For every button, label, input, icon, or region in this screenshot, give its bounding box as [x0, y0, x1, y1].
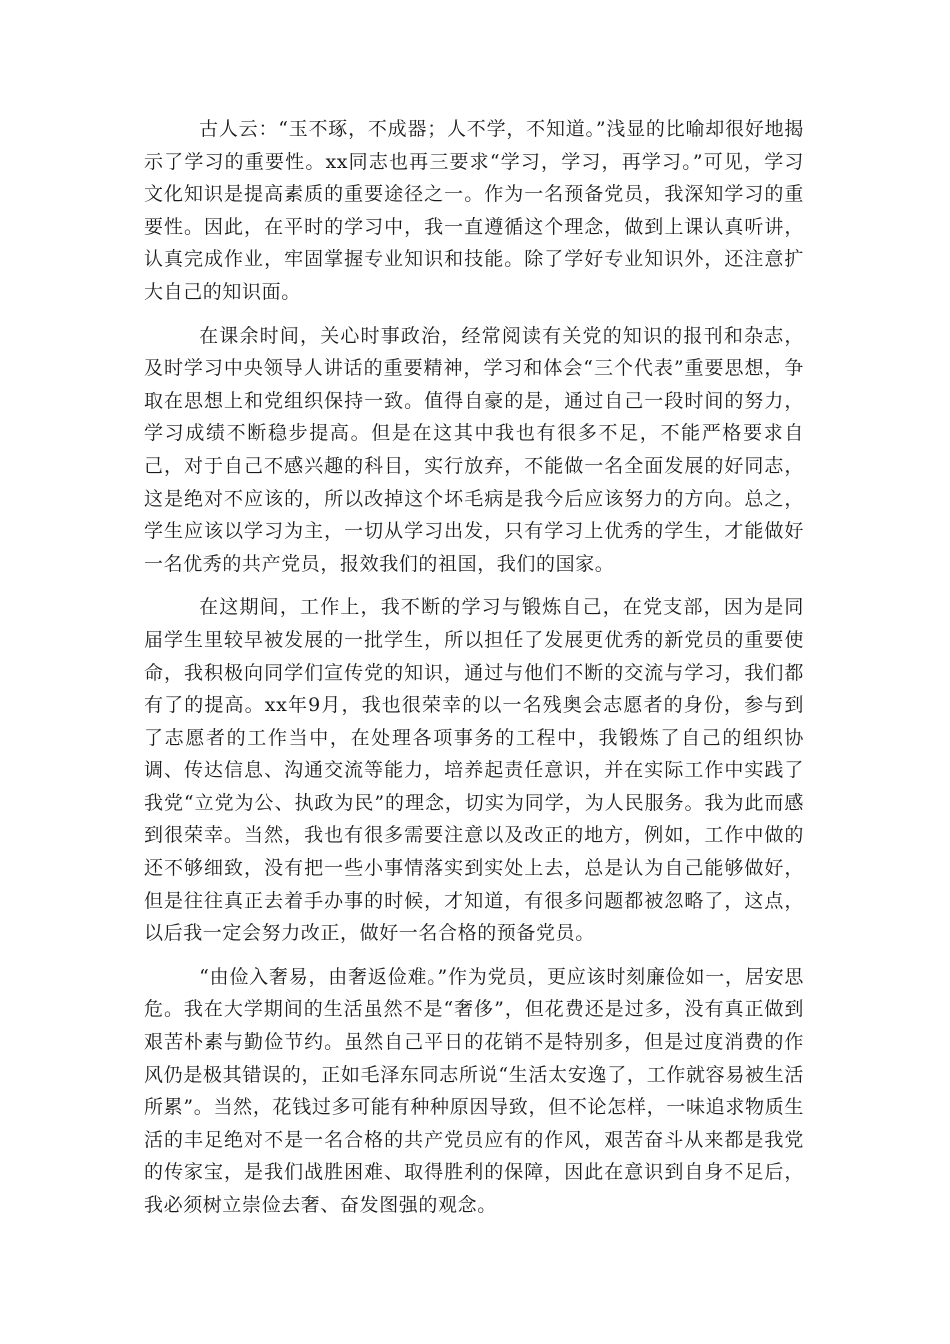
paragraph-spare-time: 在课余时间，关心时事政治，经常阅读有关党的知识的报刊和杂志，及时学习中央领导人讲话的重要精神，学习和体会“三个代表”重要思想，争取在思想上和党组织保持一致。值得自豪的是，通过自己一段时间的努力，学习成绩不断稳步提高。但是在这其中我也有很多不足，不能严格要求自己，对于自己不感兴趣的科目，实行放弃，不能做一名全面发展的好同志，这是绝对不应该的，所以改掉这个坏毛病是我今后应该努力的方向。总之，学生应该以学习为主，一切从学习出发，只有学习上优秀的学生，才能做好一名优秀的共产党员，报效我们的祖国，我们的国家。 — [144, 324, 804, 575]
document-page — [144, 113, 804, 1233]
paragraph-frugality: “由俭入奢易，由奢返俭难。”作为党员，更应该时刻廉俭如一，居安思危。我在大学期间的生活虽然不是“奢侈”，但花费还是过多，没有真正做到艰苦朴素与勤俭节约。虽然自己平日的花销不是特别多，但是过度消费的作风仍是极其错误的，正如毛泽东同志所说“生活太安逸了，工作就容易被生活所累”。当然，花钱过多可能有种种原因导致，但不论怎样，一味追求物质生活的丰足绝对不是一名合格的共产党员应有的作风，艰苦奋斗从来都是我党的传家宝，是我们战胜困难、取得胜利的保障，因此在意识到自身不足后，我必须树立崇俭去奢、奋发图强的观念。 — [144, 965, 804, 1216]
paragraph-work: 在这期间，工作上，我不断的学习与锻炼自己，在党支部，因为是同届学生里较早被发展的一批学生，所以担任了发展更优秀的新党员的重要使命，我积极向同学们宣传党的知识，通过与他们不断的交流与学习，我们都有了的提高。xx年9月，我也很荣幸的以一名残奥会志愿者的身份，参与到了志愿者的工作当中，在处理各项事务的工程中，我锻炼了自己的组织协调、传达信息、沟通交流等能力，培养起责任意识，并在实际工作中实践了我党“立党为公、执政为民”的理念，切实为同学，为人民服务。我为此而感到很荣幸。当然，我也有很多需要注意以及改正的地方，例如，工作中做的还不够细致，没有把一些小事情落实到实处上去，总是认为自己能够做好，但是往往真正去着手办事的时候，才知道，有很多问题都被忽略了，这点，以后我一定会努力改正，做好一名合格的预备党员。 — [144, 596, 804, 945]
paragraph-study-importance: 古人云：“玉不琢，不成器；人不学，不知道。”浅显的比喻却很好地揭示了学习的重要性。xx同志也再三要求“学习，学习，再学习。”可见，学习文化知识是提高素质的重要途径之一。作为一名预备党员，我深知学习的重要性。因此，在平时的学习中，我一直遵循这个理念，做到上课认真听讲，认真完成作业，牢固掌握专业知识和技能。除了学好专业知识外，还注意扩大自己的知识面。 — [144, 118, 804, 303]
